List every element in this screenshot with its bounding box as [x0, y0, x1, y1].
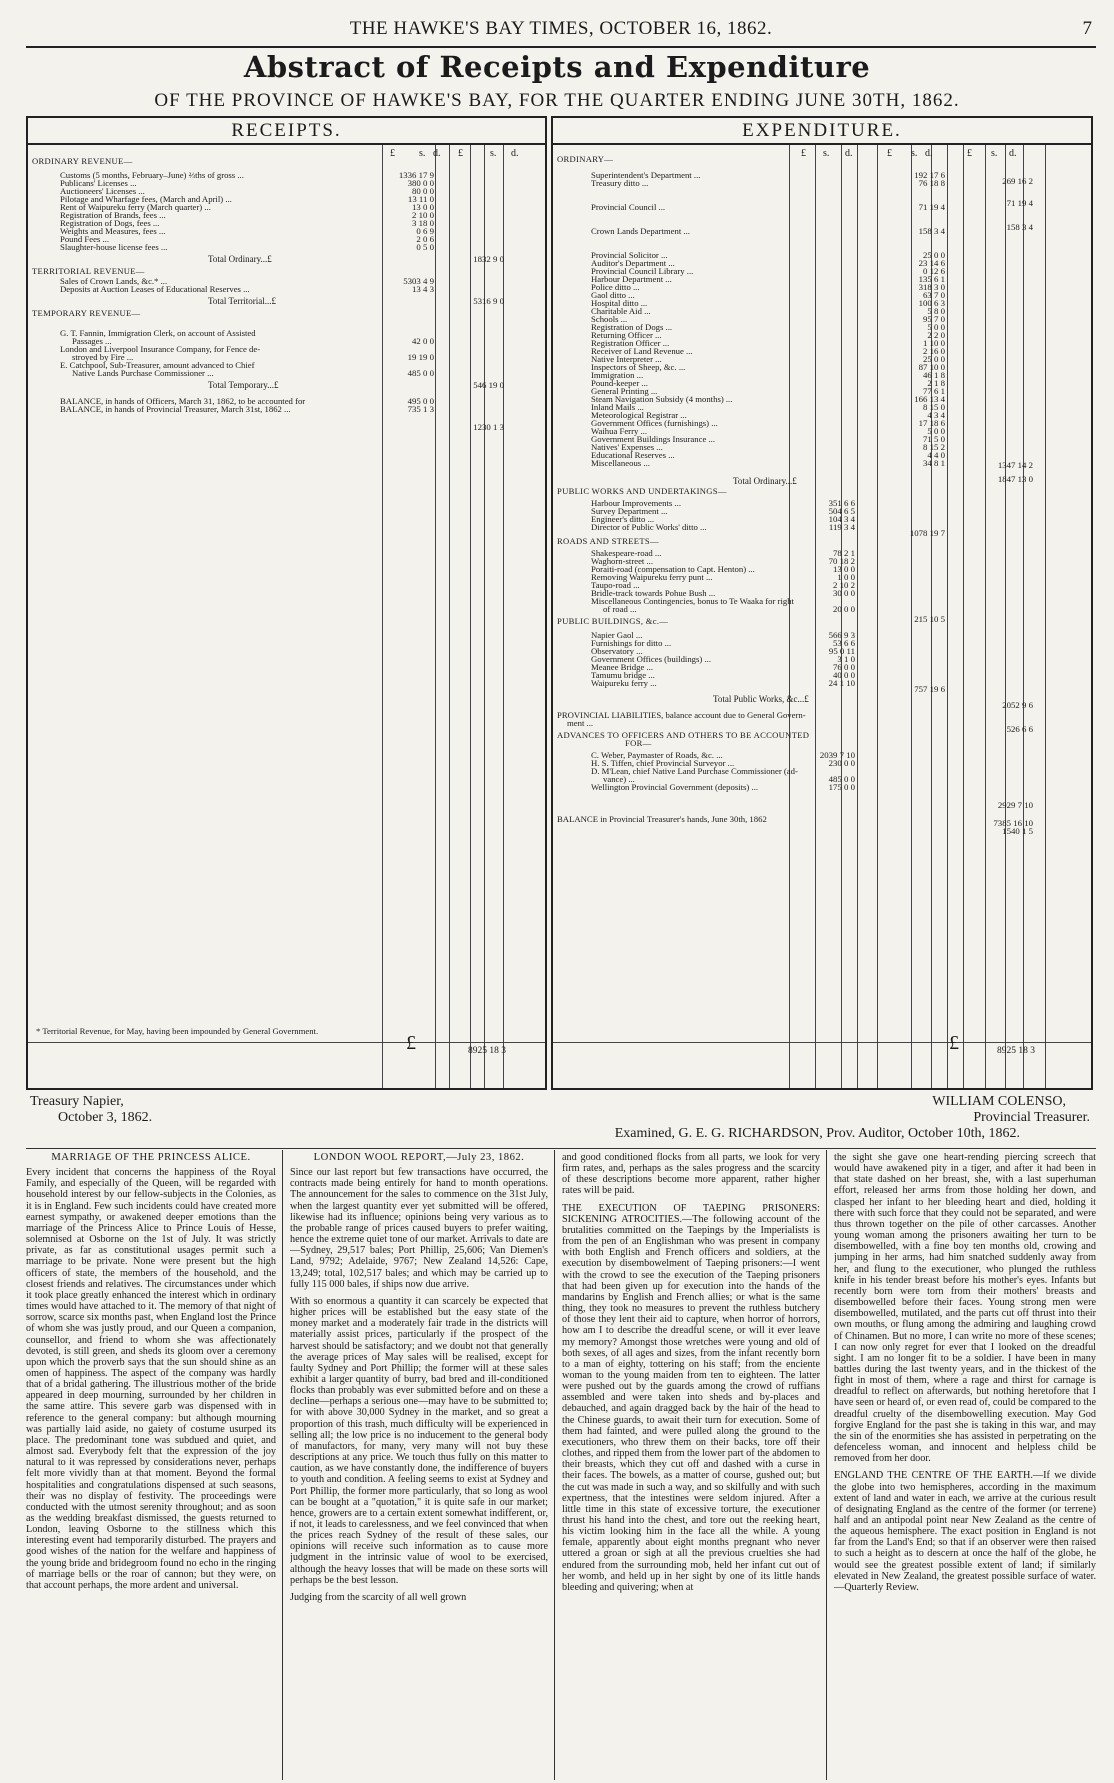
- amount: 46 1 8: [923, 370, 945, 380]
- column-head: d.: [845, 148, 853, 159]
- amount: 318 3 0: [918, 282, 945, 292]
- section-heading: PUBLIC BUILDINGS, &c.—: [557, 616, 669, 626]
- amount: 95 0 11: [828, 646, 855, 656]
- line-item: Meanee Bridge ...: [591, 662, 653, 672]
- total-amount: 1847 13 0: [997, 474, 1033, 484]
- amount: 76 0 0: [833, 662, 855, 672]
- amount: 380 0 0: [407, 178, 434, 188]
- column-rule: [1023, 145, 1024, 1088]
- line-item: BALANCE, in hands of Provincial Treasurer, March 31st, 1862 ...: [60, 404, 291, 414]
- amount: 80 0 0: [412, 186, 434, 196]
- pound-sign: £: [949, 1032, 959, 1054]
- section-heading: ORDINARY—: [557, 154, 614, 164]
- amount: 78 2 1: [833, 548, 855, 558]
- amount: 0 6 9: [416, 226, 434, 236]
- line-item: Sales of Crown Lands, &c.* ...: [60, 276, 168, 286]
- total-label: Total Temporary...£: [208, 380, 279, 390]
- column-rule: [484, 145, 485, 1088]
- section-heading: PUBLIC WORKS AND UNDERTAKINGS—: [557, 486, 727, 496]
- amount: 135 6 1: [918, 274, 945, 284]
- amount: 3 18 0: [412, 218, 434, 228]
- amount: 735 1 3: [407, 404, 434, 414]
- amount: 71 5 0: [923, 434, 945, 444]
- line-item: Napier Gaol ...: [591, 630, 643, 640]
- article-column-1: [26, 1152, 276, 1780]
- column-rule: [503, 145, 504, 1088]
- amount: 158 3 4: [918, 226, 945, 236]
- page-number: 7: [1082, 18, 1092, 39]
- amount: 2 16 0: [923, 346, 945, 356]
- line-item: Miscellaneous ...: [591, 458, 650, 468]
- column-rule: [1045, 145, 1046, 1088]
- section-heading: TEMPORARY REVENUE—: [32, 308, 141, 318]
- article-title: THE EXECUTION OF TAEPING PRISONERS: SICKENING ATROCITIES.: [562, 1202, 820, 1225]
- line-item: ment ...: [567, 718, 594, 728]
- amount: 5 0 0: [927, 426, 945, 436]
- line-item: Pound Fees ...: [60, 234, 109, 244]
- amount: 71 19 4: [918, 202, 945, 212]
- amount: 119 3 4: [828, 522, 855, 532]
- article-title: LONDON WOOL REPORT,—July 23, 1862.: [313, 1152, 525, 1163]
- line-item: Crown Lands Department ...: [591, 226, 690, 236]
- line-item: Natives' Expenses ...: [591, 442, 663, 452]
- signature-left: [30, 1094, 152, 1126]
- line-item: Hospital ditto ...: [591, 298, 648, 308]
- treasury-date: October 3, 1862.: [58, 1110, 153, 1125]
- article-body: the sight she gave one heart-rending piercing screech that would have awakened pity in a tiger, and after it had been in that state dashed on her breast, she, with a last superhuman effort, released her arms from those holding her down, and clasped her infant to her bleeding heart and died, holding it there with such force that they could not be separated, and were thus thrown together on the pile of other carcasses. Another young woman among the prisoners awaiting her turn to be disembowelled, with a fine boy ten months old, crowing and jumping in her arms, had him snatched suddenly away from her, and flung to the executioner, who plunged the ruthless knife in his tender breast before his mother's eyes. Infants but recently born were torn from their mothers' breasts and disembowelled before their faces. Young strong men were disembowelled, mutilated, and the parts cut off thrust into their own mouths, or flung among the admiring and laughing crowd of Chinamen. But no more, I can write no more of these scenes; I can now only regret for ever that I looked on the dreadful sight. I am no longer fit to be a soldier. I have been in many battles during the last twenty years, and in the thickest of the fight in most of them, where a rage and thirst for carnage is dreadful to reflect on afterwards, but nothing heretofore that I have seen or heard of, or even read of, could be compared to the dreadful cruelty of the disembowelling execution. May God forgive England for the past she is taking in this war, and may the sin of the enormities she has assisted in perpetrating on the defenceless woman, and innocent and helpless child be removed from her door.: [834, 1152, 1096, 1465]
- line-item: Engineer's ditto ...: [591, 514, 655, 524]
- amount: 1078 19 7: [909, 528, 945, 538]
- line-item: Schools ...: [591, 314, 628, 324]
- grand-total: 8925 18 3: [997, 1046, 1035, 1056]
- line-item: Provincial Council ...: [591, 202, 666, 212]
- column-head: s.: [991, 148, 998, 159]
- treasury-location: Treasury Napier,: [30, 1094, 124, 1109]
- amount: 4 4 0: [927, 450, 945, 460]
- article-column-2: [290, 1152, 548, 1780]
- line-item: Government Buildings Insurance ...: [591, 434, 716, 444]
- line-item: Immigration ...: [591, 370, 644, 380]
- amount: 2 1 8: [927, 378, 945, 388]
- line-item: Harbour Improvements ...: [591, 498, 681, 508]
- section-divider: [26, 1148, 1096, 1149]
- line-item: stroyed by Fire ...: [72, 352, 134, 362]
- article-title: ENGLAND THE CENTRE OF THE EARTH.: [834, 1470, 1033, 1482]
- line-item: Tamumu bridge ...: [591, 670, 655, 680]
- amount: 13 4 3: [412, 284, 434, 294]
- section-heading: ORDINARY REVENUE—: [32, 156, 133, 166]
- amount: 495 0 0: [407, 396, 434, 406]
- total-amount: 7385 16 10: [993, 818, 1033, 828]
- line-item: Miscellaneous Contingencies, bonus to Te Waaka for right: [591, 596, 794, 606]
- line-item: Shakespeare-road ...: [591, 548, 662, 558]
- line-item: Native Interpreter ...: [591, 354, 662, 364]
- footer-rule: [28, 1042, 545, 1043]
- treasurer-name: WILLIAM COLENSO,: [932, 1094, 1066, 1109]
- line-item: Survey Department ...: [591, 506, 668, 516]
- line-item: Auctioneers' Licenses ...: [60, 186, 145, 196]
- amount: 70 18 2: [828, 556, 855, 566]
- line-item: Weights and Measures, fees ...: [60, 226, 166, 236]
- amount: 2039 7 10: [819, 750, 855, 760]
- total-amount: 1347 14 2: [997, 460, 1033, 470]
- amount: 17 18 6: [918, 418, 945, 428]
- line-item: Inland Mails ...: [591, 402, 644, 412]
- column-head: £: [458, 148, 463, 159]
- line-item: Pound-keeper ...: [591, 378, 648, 388]
- line-item: Auditor's Department ...: [591, 258, 675, 268]
- amount: 34 8 1: [923, 458, 945, 468]
- line-item: Educational Reserves ...: [591, 450, 675, 460]
- line-item: Waihua Ferry ...: [591, 426, 647, 436]
- amount: 485 0 0: [828, 774, 855, 784]
- article-body: With so enormous a quantity it can scarcely be expected that higher prices will be established but the easy state of the money market and a moderately fair trade in the districts will materially assist prices, particularly if the prospect of the harvest should be satisfactory; and we doubt not that generally the average prices of May sales will be realised, except for faulty Sydney and Port Phillip; the former will at these sales exhibit a larger quantity of burry, bad bred and ill-conditioned flocks than probably was ever submitted before and on these a decline—perhaps a serious one—may have to be submitted to; for with above 30,000 Sydney in the market, and so great a proportion of this trash, much difficulty will be experienced in selling all; the low price is no inducement to the general body of manufactors, for many, very many will not buy these descriptions at any price. We touch thus fully on this matter to caution, as we have constantly done, the indifference of buyers to youth and condition. A feeling seems to exist at Sydney and Port Phillip, the former more particularly, that so long as wool can be bought at a "quotation," it is quite safe in our market; hence, growers are to a certain extent somewhat indifferent, or, if not, it leads to carelessness, and we feel convinced that when the prices reach Sydney of the result of these sales, our opinions will receive such information as to cause more judgment in the intrinsic value of wool to be exercised, although the heavy losses that will be made on these sorts will perhaps be the best lesson.: [290, 1295, 548, 1586]
- amount: 104 3 4: [828, 514, 855, 524]
- amount: 30 0 0: [833, 588, 855, 598]
- amount: 13 0 0: [412, 202, 434, 212]
- line-item: D. M'Lean, chief Native Land Purchase Commissioner (ad-: [591, 766, 798, 776]
- column-head: s.: [490, 148, 497, 159]
- line-item: Harbour Department ...: [591, 274, 672, 284]
- line-item: Steam Navigation Subsidy (4 months) ...: [591, 394, 733, 404]
- line-item: Government Offices (furnishings) ...: [591, 418, 718, 428]
- total-amount: 71 19 4: [1006, 198, 1033, 208]
- line-item: Passages ...: [72, 336, 112, 346]
- line-item: Waghorn-street ...: [591, 556, 654, 566]
- line-item: Superintendent's Department ...: [591, 170, 701, 180]
- column-head: £: [801, 148, 806, 159]
- total-amount: 269 16 2: [1002, 176, 1033, 186]
- line-item: Government Offices (buildings) ...: [591, 654, 711, 664]
- column-head: d.: [433, 148, 441, 159]
- article-body: Since our last report but few transactions have occurred, the contracts made being entirely for hand to month operations. The announcement for the sales to commence on the 31st July, when the largest quantity ever yet submitted will be offered, likewise had its influence; opinions being very various as to the probable range of prices caused buyers to prefer waiting, hence the extreme quiet tone of our market. Arrivals to date are —Sydney, 29,517 bales; Port Phillip, 25,606; Van Diemen's Land, 9792; Adelaide, 9767; New Zealand 14,526: Cape, 13,249; total, 102,517 bales; and which may be carried up to fully 115 000 bales, if ships now due arrive.: [290, 1167, 548, 1290]
- line-item: Customs (5 months, February–June) ⅔ths of gross ...: [60, 170, 244, 180]
- column-rule: [282, 1150, 283, 1780]
- amount: 351 6 6: [828, 498, 855, 508]
- amount: 0 12 6: [923, 266, 945, 276]
- article-column-3: [562, 1152, 820, 1780]
- column-rule: [841, 145, 842, 1088]
- total-label: Total Ordinary...£: [733, 476, 797, 486]
- line-item: Rent of Waipureku ferry (March quarter) ...: [60, 202, 211, 212]
- article-body: and good conditioned flocks from all parts, we look for very firm rates, and, perhaps as the sales progress and the scarcity of these descriptions become more apparent, rather higher rates will be paid.: [562, 1152, 820, 1197]
- amount: 192 17 6: [914, 170, 945, 180]
- line-item: Furnishings for ditto ...: [591, 638, 672, 648]
- column-rule: [947, 145, 948, 1088]
- column-rule: [554, 1150, 555, 1780]
- amount: 2 10 0: [412, 210, 434, 220]
- expenditure-table: [551, 116, 1093, 1090]
- section-heading: ROADS AND STREETS—: [557, 536, 659, 546]
- amount: 24 1 10: [828, 678, 855, 688]
- amount: 2 0 6: [416, 234, 434, 244]
- article-body: —The following account of the brutalities committed on the Taepings by the Imperialists is from the pen of an Englishman who was present in company with both English and French officers and soldiers, at the execution by disembowelment of Taeping prisoners:—I went with the crowd to see the execution of the Taeping prisoners that had been given up for execution into the hands of the mandarins by English and French allies; or what is the same thing, they took no measures to prevent the ruthless butchery of those they lent their aid to capture, when horror of horrors, how am I to describe the dreadful scene, or will it ever leave my memory? Amongst those wretches were young and old of both sexes, of all ages and sizes, from the infant recently born to a man of eighty, tottering on his staff; from the enciente woman to the young maiden from ten to eighteen. The latter were pushed out by the guards among the crowd of ruffians assembled and were taken into sheds and by-places and debauched, and again dragged back by the hair of the head to the Chinese guards, to await their turn for execution. Some of them had fainted, and were pulled along the ground to the executioners, who threw them on their backs, tore off their clothes, and ripped them from the lower part of the abdomen to their breasts, which they cut off and dashed with a curse in their faces. The bowels, as a matter of course, gushed out; but the cut was made in such a way, and so skilfully and with such expertness, that the intestines were seldom injured. After a little time in this state of excessive torture, the executioner thrust his hand into the chest, and tore out the reeking heart, his victim looking him in the face all the while. A young female, apparently about eight months pregnant who never uttered a groan or sigh at all the previous cruelties she had endured from the surrounding mob, held her infant cut out of her womb, and held up in her sight by one of its little hands bleeding and quivering; when at: [562, 1213, 820, 1593]
- line-item: Pilotage and Wharfage fees, (March and April) ...: [60, 194, 232, 204]
- line-item: Wellington Provincial Government (deposits) ...: [591, 782, 758, 792]
- amount: 2 2 0: [927, 330, 945, 340]
- line-item: Publicans' Licenses ...: [60, 178, 137, 188]
- column-head: d.: [511, 148, 519, 159]
- article-body: Every incident that concerns the happiness of the Royal Family, and especially of the Queen, will be regarded with household interest by our fellow-subjects in the Colonies, as it is in England. Few such incidents could have created more earnest sympathy, or awakened deeper emotions than the marriage of the Princess Alice to Prince Louis of Hesse, solemnised at Osborne on the 1st of July. It was strictly private, as far as constitutional usages permit such a marriage to be private. None were present but the high officers of state, the members of the household, and the closest friends and relatives. The circumstances under which it took place greatly enhanced the interest which in ordinary times would have attached to it. The memory of that night of sorrow, scarce six months past, when England lost the Prince of whom she was justly proud, and our Queen a companion, counsellor, and friend to whom she was affectionately devoted, is still green, and sheds its gloom over a ceremony upon which the proverb says that the sun should shine as an omen of happiness. The aspect of the company was hardly that of a bridal gathering. The illustrious mother of the bride appeared in deep mourning, surrounded by her children in the same attire. This severe garb was dispensed with in reference to the general company: but although mourning was partially laid aside, no gaiety of costume usurped its place. The predominant tone was subdued and quiet, and almost sad. Everybody felt that the expression of the joy natural to it was repressed by considerations never, perhaps felt more vividly than at that moment. Beyond the formal hospitalities and congratulations dispensed at such seasons, their was no display of festivity. The proceedings were conducted with the utmost serenity throughout; and as soon as the wedding breakfast dismissed, the guests returned to London, leaving Osborne to the stillness which this interesting event had temporarily disturbed. The prayers and good wishes of the nation for the welfare and happiness of the young bride and bridegroom found no echo in the ringing of marriage bells or the roar of cannon; but they were, on that account perhaps, the more ardent and universal.: [26, 1167, 276, 1591]
- page-title: Abstract of Receipts and Expenditure: [243, 50, 871, 84]
- section-heading: TERRITORIAL REVENUE—: [32, 266, 145, 276]
- total-amount: 1540 1 5: [1002, 826, 1033, 836]
- amount: 166 13 4: [914, 394, 945, 404]
- amount: 40 0 0: [833, 670, 855, 680]
- line-item: BALANCE, in hands of Officers, March 31, 1862, to be accounted for: [60, 396, 306, 406]
- column-rule: [789, 145, 790, 1088]
- footnote: * Territorial Revenue, for May, having been impounded by General Government.: [36, 1026, 319, 1036]
- amount: 42 0 0: [412, 336, 434, 346]
- total-amount: 2052 9 6: [1002, 700, 1033, 710]
- line-item: Bridle-track towards Pohue Bush ...: [591, 588, 716, 598]
- column-head: £: [887, 148, 892, 159]
- amount: 53 6 6: [833, 638, 855, 648]
- amount: 5 8 0: [927, 306, 945, 316]
- total-amount: 546 19 0: [473, 380, 504, 390]
- amount: 757 19 6: [914, 684, 945, 694]
- line-item: Registration of Dogs ...: [591, 322, 673, 332]
- amount: 23 14 6: [918, 258, 945, 268]
- section-heading: FOR—: [625, 738, 652, 748]
- amount: 1336 17 9: [398, 170, 434, 180]
- amount: 77 6 1: [923, 386, 945, 396]
- article-body: Judging from the scarcity of all well grown: [290, 1591, 467, 1603]
- column-head: s.: [419, 148, 426, 159]
- line-item: Taupo-road ...: [591, 580, 640, 590]
- total-amount: 526 6 6: [1006, 724, 1033, 734]
- column-rule: [826, 1150, 827, 1780]
- amount: 5 0 0: [927, 322, 945, 332]
- line-item: Returning Officer ...: [591, 330, 662, 340]
- treasurer-role: Provincial Treasurer.: [973, 1110, 1090, 1125]
- total-amount: 2929 7 10: [997, 800, 1033, 810]
- line-item: Provincial Solicitor ...: [591, 250, 668, 260]
- amount: 4 3 4: [927, 410, 945, 420]
- column-rule: [963, 145, 964, 1088]
- column-head: d.: [925, 148, 933, 159]
- amount: 95 7 0: [923, 314, 945, 324]
- line-item: Native Lands Purchase Commissioner ...: [72, 368, 214, 378]
- line-item: Inspectors of Sheep, &c. ...: [591, 362, 686, 372]
- total-amount: 5316 9 0: [473, 296, 504, 306]
- masthead-title: THE HAWKE'S BAY TIMES, OCTOBER 16, 1862.: [349, 18, 773, 39]
- auditor-line: Examined, G. E. G. RICHARDSON, Prov. Auditor, October 10th, 1862.: [614, 1126, 1020, 1141]
- amount: 20 0 0: [833, 604, 855, 614]
- amount: 504 6 5: [828, 506, 855, 516]
- column-rule: [449, 145, 450, 1088]
- line-item: Registration of Brands, fees ...: [60, 210, 166, 220]
- amount: 25 0 0: [923, 354, 945, 364]
- amount: 175 0 0: [828, 782, 855, 792]
- receipts-table: [26, 116, 547, 1090]
- amount: 13 11 0: [407, 194, 434, 204]
- article-body: —If we divide the globe into two hemispheres, according in the maximum extent of land and water in each, we arrive at the curious result of designating England as the centre of the former (or terrene) half and an antipodal point near New Zealand as the centre of the aqueous hemisphere. The exact position in England is not far from the Land's End; so that if an observer were then raised to such a height as to descern at once the half of the globe, he would see the greatest possible extent of land; if similarly elevated in New Zealand, the greatest possible surface of water.—Quarterly Review.: [834, 1470, 1096, 1593]
- column-rule: [470, 145, 471, 1088]
- column-head: s.: [911, 148, 918, 159]
- footer-rule: [553, 1042, 1091, 1043]
- amount: 1 0 0: [837, 572, 855, 582]
- amount: 8 15 0: [923, 402, 945, 412]
- amount: 13 0 0: [833, 564, 855, 574]
- column-rule: [857, 145, 858, 1088]
- total-label: Total Territorial...£: [208, 296, 277, 306]
- total-amount: 1230 1 3: [473, 422, 504, 432]
- line-item: Waipureku ferry ...: [591, 678, 657, 688]
- line-item: Poraiti-road (compensation to Capt. Henton) ...: [591, 564, 755, 574]
- line-item: H. S. Tiffen, chief Provincial Surveyor ...: [591, 758, 735, 768]
- line-item: G. T. Fannin, Immigration Clerk, on account of Assisted: [60, 328, 256, 338]
- article-column-4: [834, 1152, 1096, 1780]
- column-rule: [985, 145, 986, 1088]
- column-rule: [1005, 145, 1006, 1088]
- grand-total: 8925 18 3: [468, 1046, 506, 1056]
- line-item: General Printing ...: [591, 386, 658, 396]
- amount: 1 10 0: [923, 338, 945, 348]
- line-item: Charitable Aid ...: [591, 306, 651, 316]
- amount: 2 10 2: [833, 580, 855, 590]
- column-rule: [877, 145, 878, 1088]
- line-item: Slaughter-house license fees ...: [60, 242, 168, 252]
- column-head: s.: [823, 148, 830, 159]
- total-label: Total Ordinary...£: [208, 254, 272, 264]
- amount: 63 7 0: [923, 290, 945, 300]
- line-item: Treasury ditto ...: [591, 178, 649, 188]
- amount: 87 10 0: [918, 362, 945, 372]
- column-rule: [815, 145, 816, 1088]
- line-item: Meteorological Registrar ...: [591, 410, 687, 420]
- article-title: MARRIAGE OF THE PRINCESS ALICE.: [51, 1152, 251, 1163]
- line-item: of road ...: [603, 604, 637, 614]
- column-rule: [435, 145, 436, 1088]
- receipts-heading: RECEIPTS.: [28, 118, 545, 145]
- line-item: BALANCE in Provincial Treasurer's hands, June 30th, 1862: [557, 814, 767, 824]
- amount: 3 1 0: [837, 654, 855, 664]
- signature-right: [580, 1094, 1090, 1142]
- line-item: Observatory ...: [591, 646, 643, 656]
- line-item: Deposits at Auction Leases of Educational Reserves ...: [60, 284, 250, 294]
- column-head: £: [967, 148, 972, 159]
- page-subtitle: OF THE PROVINCE OF HAWKE'S BAY, FOR THE QUARTER ENDING JUNE 30TH, 1862.: [154, 90, 960, 111]
- line-item: E. Catchpool, Sub-Treasurer, amount advanced to Chief: [60, 360, 255, 370]
- line-item: C. Weber, Paymaster of Roads, &c. ...: [591, 750, 723, 760]
- amount: 566 9 3: [828, 630, 855, 640]
- amount: 485 0 0: [407, 368, 434, 378]
- amount: 100 6 3: [918, 298, 945, 308]
- line-item: Registration of Dogs, fees ...: [60, 218, 160, 228]
- line-item: Removing Waipureku ferry punt ...: [591, 572, 713, 582]
- pound-sign: £: [406, 1032, 416, 1054]
- amount: 19 19 0: [407, 352, 434, 362]
- amount: 5303 4 9: [403, 276, 434, 286]
- line-item: Provincial Council Library ...: [591, 266, 694, 276]
- line-item: Receiver of Land Revenue ...: [591, 346, 693, 356]
- total-amount: 158 3 4: [1006, 222, 1033, 232]
- line-item: London and Liverpool Insurance Company, for Fence de-: [60, 344, 261, 354]
- line-item: Registration Officer ...: [591, 338, 670, 348]
- column-head: d.: [1009, 148, 1017, 159]
- section-heading: ADVANCES TO OFFICERS AND OTHERS TO BE ACCOUNTED: [557, 730, 810, 740]
- line-item: PROVINCIAL LIABILITIES, balance account due to General Govern-: [557, 710, 806, 720]
- amount: 230 0 0: [828, 758, 855, 768]
- total-label: Total Public Works, &c...£: [713, 694, 809, 704]
- column-head: £: [390, 148, 395, 159]
- line-item: Police ditto ...: [591, 282, 640, 292]
- amount: 25 0 0: [923, 250, 945, 260]
- amount: 0 5 0: [416, 242, 434, 252]
- expenditure-heading: EXPENDITURE.: [553, 118, 1091, 145]
- column-rule: [382, 145, 383, 1088]
- masthead: [26, 14, 1096, 48]
- line-item: vance) ...: [603, 774, 635, 784]
- line-item: Director of Public Works' ditto ...: [591, 522, 707, 532]
- amount: 76 18 8: [918, 178, 945, 188]
- amount: 215 10 5: [914, 614, 945, 624]
- amount: 8 15 2: [923, 442, 945, 452]
- line-item: Gaol ditto ...: [591, 290, 635, 300]
- total-amount: 1832 9 0: [473, 254, 504, 264]
